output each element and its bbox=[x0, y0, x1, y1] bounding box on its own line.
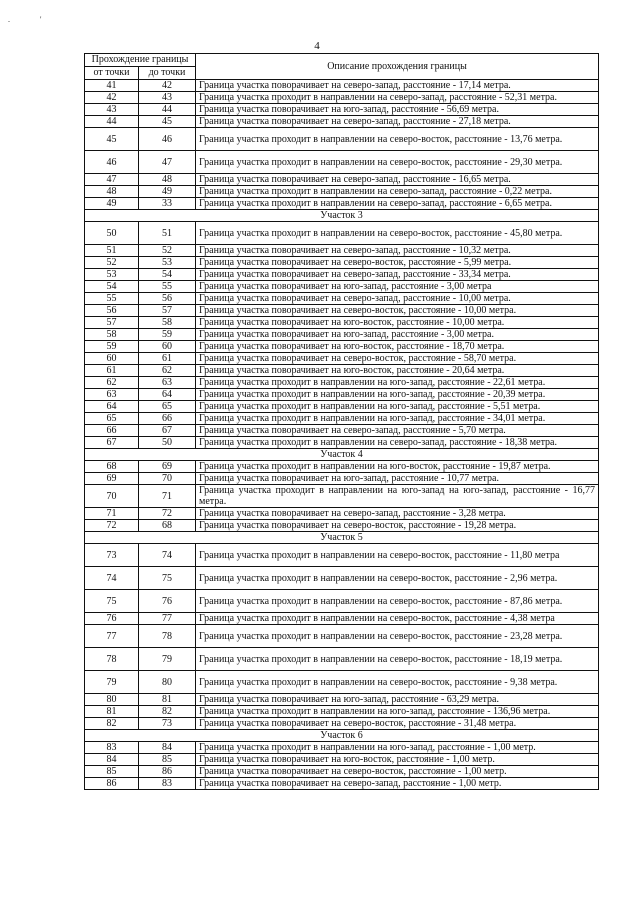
table-row bbox=[85, 544, 599, 567]
table-row bbox=[85, 341, 599, 353]
from-point-cell: 85 bbox=[85, 766, 139, 778]
to-point-cell: 68 bbox=[139, 520, 196, 532]
to-point-cell: 49 bbox=[139, 186, 196, 198]
table-row bbox=[85, 754, 599, 766]
header-description: Описание прохождения границы bbox=[196, 54, 599, 80]
to-point-cell: 57 bbox=[139, 305, 196, 317]
description-cell: Граница участка проходит в направлении на юго-запад, расстояние - 34,01 метра. bbox=[196, 413, 599, 425]
from-point-cell: 71 bbox=[85, 508, 139, 520]
table-row bbox=[85, 377, 599, 389]
description-cell: Граница участка проходит в направлении на юго-запад, расстояние - 136,96 метра. bbox=[196, 706, 599, 718]
table-row bbox=[85, 671, 599, 694]
from-point-cell: 41 bbox=[85, 80, 139, 92]
section-heading-row bbox=[85, 730, 599, 742]
table-body bbox=[85, 80, 599, 790]
from-point-cell: 47 bbox=[85, 174, 139, 186]
description-cell: Граница участка проходит в направлении на северо-запад, расстояние - 52,31 метра. bbox=[196, 92, 599, 104]
header-group: Прохождение границы bbox=[85, 54, 196, 67]
to-point-cell: 42 bbox=[139, 80, 196, 92]
from-point-cell: 83 bbox=[85, 742, 139, 754]
from-point-cell: 57 bbox=[85, 317, 139, 329]
to-point-cell: 64 bbox=[139, 389, 196, 401]
table-row bbox=[85, 437, 599, 449]
to-point-cell: 55 bbox=[139, 281, 196, 293]
to-point-cell: 69 bbox=[139, 461, 196, 473]
table-row bbox=[85, 706, 599, 718]
to-point-cell: 33 bbox=[139, 198, 196, 210]
table-row bbox=[85, 104, 599, 116]
to-point-cell: 44 bbox=[139, 104, 196, 116]
description-cell: Граница участка проходит в направлении на северо-восток, расстояние - 87,86 метра. bbox=[196, 590, 599, 613]
to-point-cell: 51 bbox=[139, 222, 196, 245]
from-point-cell: 43 bbox=[85, 104, 139, 116]
to-point-cell: 77 bbox=[139, 613, 196, 625]
description-cell: Граница участка поворачивает на северо-запад, расстояние - 10,32 метра. bbox=[196, 245, 599, 257]
to-point-cell: 43 bbox=[139, 92, 196, 104]
description-cell: Граница участка проходит в направлении на северо-восток, расстояние - 18,19 метра. bbox=[196, 648, 599, 671]
description-cell: Граница участка поворачивает на северо-запад, расстояние - 10,00 метра. bbox=[196, 293, 599, 305]
description-cell: Граница участка проходит в направлении на юго-запад на юго-запад, расстояние - 16,77 метра. bbox=[196, 485, 599, 508]
to-point-cell: 72 bbox=[139, 508, 196, 520]
to-point-cell: 53 bbox=[139, 257, 196, 269]
to-point-cell: 61 bbox=[139, 353, 196, 365]
section-heading: Участок 3 bbox=[85, 210, 599, 222]
to-point-cell: 56 bbox=[139, 293, 196, 305]
table-row bbox=[85, 694, 599, 706]
from-point-cell: 51 bbox=[85, 245, 139, 257]
description-cell: Граница участка поворачивает на северо-запад, расстояние - 1,00 метр. bbox=[196, 778, 599, 790]
from-point-cell: 48 bbox=[85, 186, 139, 198]
description-cell: Граница участка поворачивает на юго-запад, расстояние - 63,29 метра. bbox=[196, 694, 599, 706]
table-row bbox=[85, 389, 599, 401]
description-cell: Граница участка поворачивает на юго-восток, расстояние - 18,70 метра. bbox=[196, 341, 599, 353]
from-point-cell: 78 bbox=[85, 648, 139, 671]
from-point-cell: 69 bbox=[85, 473, 139, 485]
table-row bbox=[85, 305, 599, 317]
description-cell: Граница участка проходит в направлении на северо-восток, расстояние - 13,76 метра. bbox=[196, 128, 599, 151]
description-cell: Граница участка поворачивает на северо-запад, расстояние - 27,18 метра. bbox=[196, 116, 599, 128]
from-point-cell: 84 bbox=[85, 754, 139, 766]
description-cell: Граница участка поворачивает на юго-запад, расстояние - 3,00 метра bbox=[196, 281, 599, 293]
table-row bbox=[85, 92, 599, 104]
description-cell: Граница участка проходит в направлении на юго-запад, расстояние - 1,00 метр. bbox=[196, 742, 599, 754]
to-point-cell: 70 bbox=[139, 473, 196, 485]
to-point-cell: 74 bbox=[139, 544, 196, 567]
from-point-cell: 65 bbox=[85, 413, 139, 425]
from-point-cell: 86 bbox=[85, 778, 139, 790]
table-row bbox=[85, 198, 599, 210]
table-row bbox=[85, 245, 599, 257]
table-row bbox=[85, 766, 599, 778]
to-point-cell: 50 bbox=[139, 437, 196, 449]
to-point-cell: 75 bbox=[139, 567, 196, 590]
to-point-cell: 80 bbox=[139, 671, 196, 694]
to-point-cell: 47 bbox=[139, 151, 196, 174]
from-point-cell: 53 bbox=[85, 269, 139, 281]
from-point-cell: 68 bbox=[85, 461, 139, 473]
table-row bbox=[85, 742, 599, 754]
description-cell: Граница участка поворачивает на северо-восток, расстояние - 10,00 метра. bbox=[196, 305, 599, 317]
from-point-cell: 80 bbox=[85, 694, 139, 706]
to-point-cell: 48 bbox=[139, 174, 196, 186]
from-point-cell: 77 bbox=[85, 625, 139, 648]
description-cell: Граница участка проходит в направлении на северо-запад, расстояние - 18,38 метра. bbox=[196, 437, 599, 449]
from-point-cell: 55 bbox=[85, 293, 139, 305]
table-row bbox=[85, 508, 599, 520]
table-row bbox=[85, 128, 599, 151]
from-point-cell: 76 bbox=[85, 613, 139, 625]
from-point-cell: 44 bbox=[85, 116, 139, 128]
from-point-cell: 70 bbox=[85, 485, 139, 508]
table-row bbox=[85, 186, 599, 198]
table-row bbox=[85, 80, 599, 92]
to-point-cell: 79 bbox=[139, 648, 196, 671]
description-cell: Граница участка проходит в направлении на северо-запад, расстояние - 6,65 метра. bbox=[196, 198, 599, 210]
to-point-cell: 85 bbox=[139, 754, 196, 766]
description-cell: Граница участка проходит в направлении на северо-восток, расстояние - 11,80 метра bbox=[196, 544, 599, 567]
from-point-cell: 42 bbox=[85, 92, 139, 104]
description-cell: Граница участка проходит в направлении на северо-восток, расстояние - 9,38 метра. bbox=[196, 671, 599, 694]
description-cell: Граница участка поворачивает на юго-восток, расстояние - 20,64 метра. bbox=[196, 365, 599, 377]
from-point-cell: 79 bbox=[85, 671, 139, 694]
from-point-cell: 64 bbox=[85, 401, 139, 413]
table-row bbox=[85, 625, 599, 648]
description-cell: Граница участка проходит в направлении на северо-запад, расстояние - 0,22 метра. bbox=[196, 186, 599, 198]
to-point-cell: 84 bbox=[139, 742, 196, 754]
from-point-cell: 54 bbox=[85, 281, 139, 293]
from-point-cell: 75 bbox=[85, 590, 139, 613]
description-cell: Граница участка проходит в направлении на юго-запад, расстояние - 5,51 метра. bbox=[196, 401, 599, 413]
table-row bbox=[85, 473, 599, 485]
from-point-cell: 59 bbox=[85, 341, 139, 353]
table-header bbox=[85, 54, 599, 80]
table-row bbox=[85, 365, 599, 377]
scan-mark: . bbox=[8, 15, 10, 24]
table-row bbox=[85, 425, 599, 437]
from-point-cell: 73 bbox=[85, 544, 139, 567]
from-point-cell: 45 bbox=[85, 128, 139, 151]
to-point-cell: 83 bbox=[139, 778, 196, 790]
table-row bbox=[85, 718, 599, 730]
from-point-cell: 67 bbox=[85, 437, 139, 449]
to-point-cell: 86 bbox=[139, 766, 196, 778]
table-row bbox=[85, 485, 599, 508]
to-point-cell: 58 bbox=[139, 317, 196, 329]
to-point-cell: 81 bbox=[139, 694, 196, 706]
from-point-cell: 49 bbox=[85, 198, 139, 210]
header-from: от точки bbox=[85, 67, 139, 80]
description-cell: Граница участка поворачивает на юго-запад, расстояние - 56,69 метра. bbox=[196, 104, 599, 116]
table-row bbox=[85, 281, 599, 293]
from-point-cell: 62 bbox=[85, 377, 139, 389]
section-heading-row bbox=[85, 449, 599, 461]
to-point-cell: 62 bbox=[139, 365, 196, 377]
description-cell: Граница участка поворачивает на юго-восток, расстояние - 1,00 метр. bbox=[196, 754, 599, 766]
description-cell: Граница участка проходит в направлении на юго-запад, расстояние - 22,61 метра. bbox=[196, 377, 599, 389]
boundary-table bbox=[84, 53, 599, 790]
section-heading: Участок 4 bbox=[85, 449, 599, 461]
table-row bbox=[85, 778, 599, 790]
to-point-cell: 63 bbox=[139, 377, 196, 389]
section-heading: Участок 5 bbox=[85, 532, 599, 544]
description-cell: Граница участка проходит в направлении на северо-восток, расстояние - 2,96 метра. bbox=[196, 567, 599, 590]
section-heading-row bbox=[85, 532, 599, 544]
from-point-cell: 46 bbox=[85, 151, 139, 174]
description-cell: Граница участка проходит в направлении на юго-восток, расстояние - 19,87 метра. bbox=[196, 461, 599, 473]
from-point-cell: 66 bbox=[85, 425, 139, 437]
table-row bbox=[85, 116, 599, 128]
to-point-cell: 71 bbox=[139, 485, 196, 508]
description-cell: Граница участка поворачивает на северо-запад, расстояние - 5,70 метра. bbox=[196, 425, 599, 437]
description-cell: Граница участка поворачивает на северо-восток, расстояние - 5,99 метра. bbox=[196, 257, 599, 269]
table-row bbox=[85, 151, 599, 174]
table-row bbox=[85, 317, 599, 329]
from-point-cell: 74 bbox=[85, 567, 139, 590]
description-cell: Граница участка поворачивает на юго-восток, расстояние - 10,00 метра. bbox=[196, 317, 599, 329]
table-row bbox=[85, 174, 599, 186]
description-cell: Граница участка поворачивает на северо-запад, расстояние - 16,65 метра. bbox=[196, 174, 599, 186]
from-point-cell: 60 bbox=[85, 353, 139, 365]
description-cell: Граница участка проходит в направлении на северо-восток, расстояние - 4,38 метра bbox=[196, 613, 599, 625]
header-to: до точки bbox=[139, 67, 196, 80]
table-row bbox=[85, 269, 599, 281]
to-point-cell: 67 bbox=[139, 425, 196, 437]
from-point-cell: 63 bbox=[85, 389, 139, 401]
to-point-cell: 78 bbox=[139, 625, 196, 648]
table-row bbox=[85, 613, 599, 625]
to-point-cell: 59 bbox=[139, 329, 196, 341]
section-heading: Участок 6 bbox=[85, 730, 599, 742]
from-point-cell: 82 bbox=[85, 718, 139, 730]
description-cell: Граница участка проходит в направлении на юго-запад, расстояние - 20,39 метра. bbox=[196, 389, 599, 401]
from-point-cell: 56 bbox=[85, 305, 139, 317]
to-point-cell: 73 bbox=[139, 718, 196, 730]
to-point-cell: 60 bbox=[139, 341, 196, 353]
description-cell: Граница участка проходит в направлении на северо-восток, расстояние - 23,28 метра. bbox=[196, 625, 599, 648]
to-point-cell: 76 bbox=[139, 590, 196, 613]
description-cell: Граница участка поворачивает на северо-восток, расстояние - 31,48 метра. bbox=[196, 718, 599, 730]
scan-mark: ' bbox=[40, 15, 42, 24]
from-point-cell: 52 bbox=[85, 257, 139, 269]
to-point-cell: 46 bbox=[139, 128, 196, 151]
table-row bbox=[85, 648, 599, 671]
description-cell: Граница участка поворачивает на юго-запад, расстояние - 10,77 метра. bbox=[196, 473, 599, 485]
description-cell: Граница участка поворачивает на северо-запад, расстояние - 33,34 метра. bbox=[196, 269, 599, 281]
table-row bbox=[85, 520, 599, 532]
description-cell: Граница участка поворачивает на северо-восток, расстояние - 19,28 метра. bbox=[196, 520, 599, 532]
from-point-cell: 72 bbox=[85, 520, 139, 532]
to-point-cell: 45 bbox=[139, 116, 196, 128]
from-point-cell: 81 bbox=[85, 706, 139, 718]
section-heading-row bbox=[85, 210, 599, 222]
table-row bbox=[85, 293, 599, 305]
description-cell: Граница участка проходит в направлении на северо-восток, расстояние - 45,80 метра. bbox=[196, 222, 599, 245]
table-row bbox=[85, 413, 599, 425]
to-point-cell: 52 bbox=[139, 245, 196, 257]
description-cell: Граница участка поворачивает на северо-запад, расстояние - 3,28 метра. bbox=[196, 508, 599, 520]
description-cell: Граница участка поворачивает на северо-запад, расстояние - 17,14 метра. bbox=[196, 80, 599, 92]
description-cell: Граница участка поворачивает на северо-восток, расстояние - 58,70 метра. bbox=[196, 353, 599, 365]
page-number: 4 bbox=[314, 40, 320, 52]
to-point-cell: 66 bbox=[139, 413, 196, 425]
description-cell: Граница участка поворачивает на юго-запад, расстояние - 3,00 метра. bbox=[196, 329, 599, 341]
table-row bbox=[85, 590, 599, 613]
description-cell: Граница участка проходит в направлении на северо-восток, расстояние - 29,30 метра. bbox=[196, 151, 599, 174]
table-row bbox=[85, 353, 599, 365]
description-cell: Граница участка поворачивает на северо-восток, расстояние - 1,00 метр. bbox=[196, 766, 599, 778]
table-row bbox=[85, 461, 599, 473]
from-point-cell: 61 bbox=[85, 365, 139, 377]
table-row bbox=[85, 222, 599, 245]
table-row bbox=[85, 567, 599, 590]
from-point-cell: 58 bbox=[85, 329, 139, 341]
table-row bbox=[85, 329, 599, 341]
to-point-cell: 65 bbox=[139, 401, 196, 413]
from-point-cell: 50 bbox=[85, 222, 139, 245]
table-row bbox=[85, 257, 599, 269]
table-row bbox=[85, 401, 599, 413]
to-point-cell: 54 bbox=[139, 269, 196, 281]
to-point-cell: 82 bbox=[139, 706, 196, 718]
